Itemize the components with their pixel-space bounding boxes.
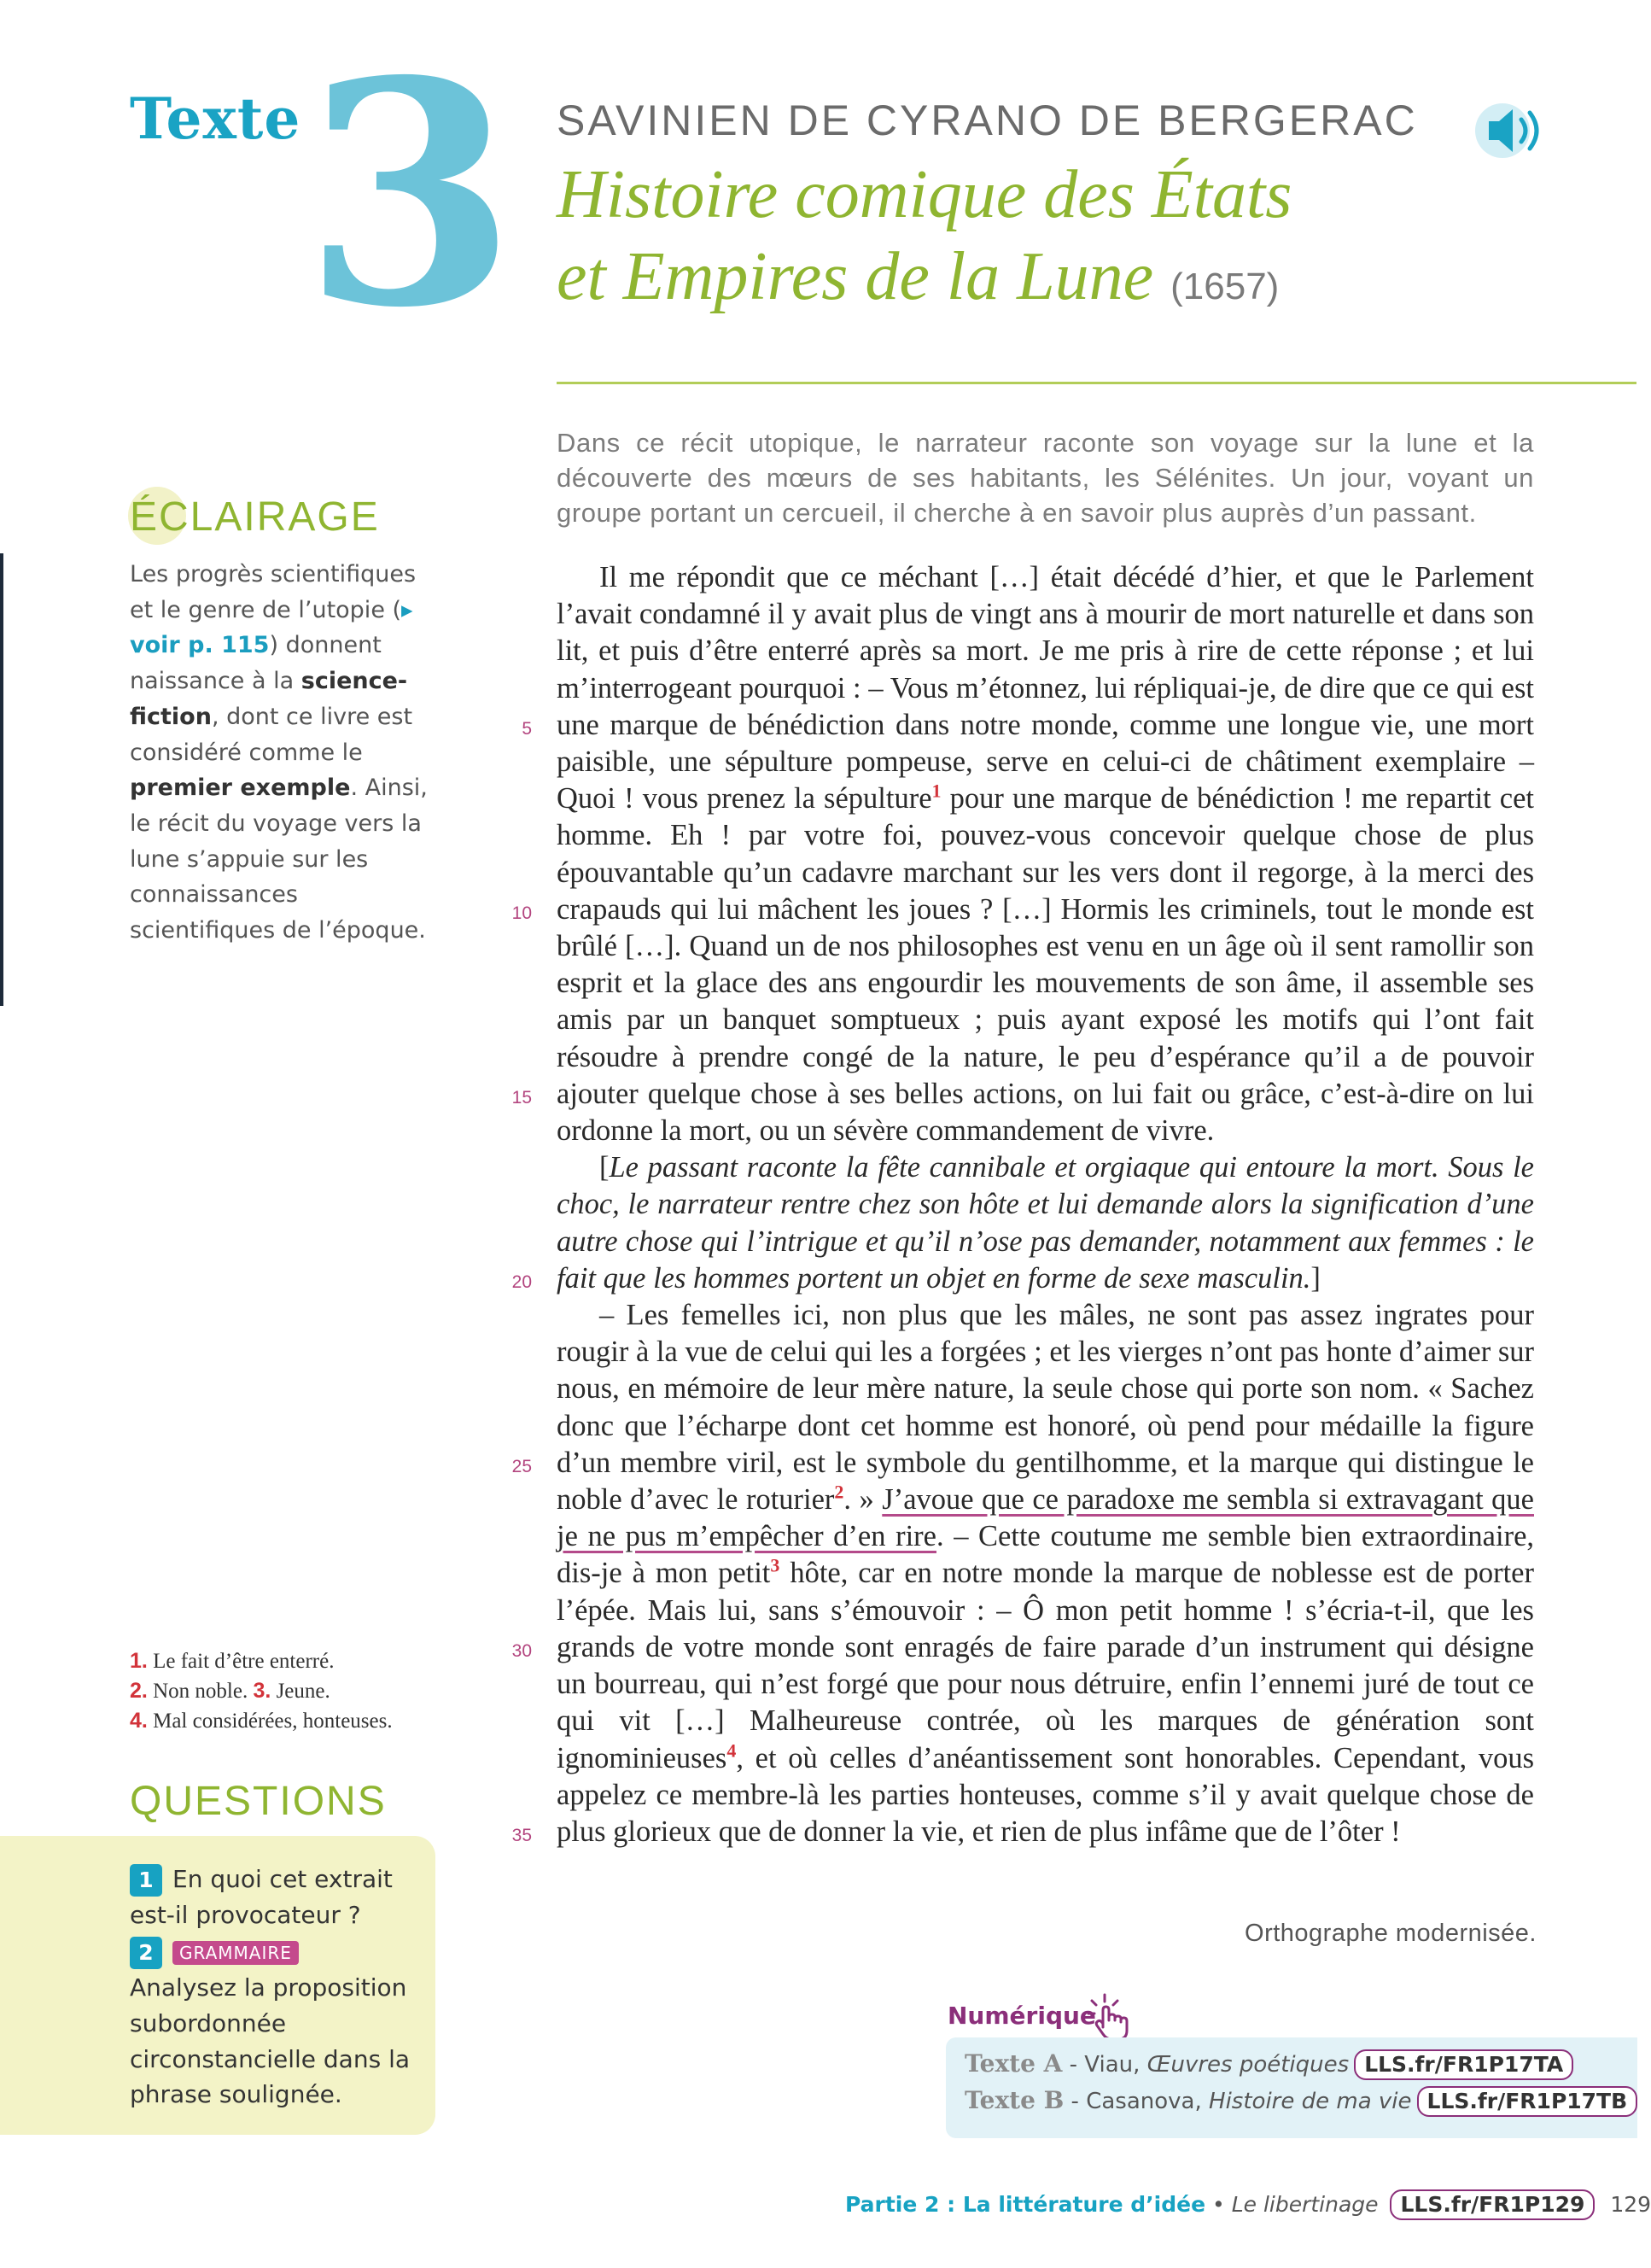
work-title <box>557 154 1496 328</box>
eclairage-title: ÉCLAIRAGE <box>130 494 380 540</box>
footnote-ref-2[interactable]: 2 <box>834 1481 844 1503</box>
eclairage-b1: science-fiction <box>130 668 408 730</box>
paragraph-2 <box>557 1149 1534 1297</box>
line-number: 25 <box>511 1457 532 1476</box>
audio-button[interactable] <box>1477 101 1552 161</box>
grammaire-tag: GRAMMAIRE <box>172 1941 299 1965</box>
eclairage-t3: , dont ce livre est considéré comme le <box>130 703 413 766</box>
question-1 <box>130 1862 411 1932</box>
eclairage-t1: Les progrès scientifiques et le genre de l’utopie ( <box>130 561 417 623</box>
p2-open-bracket: [ <box>599 1151 610 1184</box>
p3-part-b: . » <box>843 1483 883 1517</box>
paragraph-3 <box>557 1297 1534 1850</box>
p3-part-a: – Les femelles ici, non plus que les mâles, ne sont pas assez ingrates pour rougir à la vue de celui qui les a forgées ; et les vierges n’ont pas honte d’aimer sur nous, en mémoire de leur mère nature, la seule chose qui porte son nom. « Sachez donc que l’écharpe dont cet homme est honoré, où pend pour médaille la figure d’un membre viril, est le symbole du gentilhomme, et la marque qui distingue le noble d’avec le roturier <box>557 1299 1534 1517</box>
footnote-num: 1. <box>130 1649 148 1673</box>
texte-a-desc: - Viau, <box>1062 2052 1147 2078</box>
footer-part: Partie 2 : La littérature d’idée <box>845 2192 1206 2217</box>
texte-b-desc: - Casanova, <box>1064 2089 1210 2114</box>
page-footer <box>845 2189 1651 2220</box>
p3-part-e: , et où celles d’anéantissement sont honorables. Cependant, vous appelez ce membre-là les parties honteuses, comme s’il y avait quelque chose de plus glorieux que de donner la vie, et rien de plus infâme que de l’ôter ! <box>557 1741 1534 1848</box>
title-line-1: Histoire comique des États <box>557 157 1292 232</box>
texte-a-label: Texte A <box>965 2049 1063 2078</box>
footnote-text: Non noble. <box>147 1680 254 1703</box>
intro-text: Dans ce récit utopique, le narrateur raconte son voyage sur la lune et la découverte des mœurs de ses habitants, les Sélénites. Un jour, voyant un groupe portant un cercueil, il cherche à en savoir plus auprès d’un passant. <box>557 428 1534 528</box>
footnote-ref-1[interactable]: 1 <box>931 780 942 802</box>
line-number: 15 <box>511 1088 532 1108</box>
see-page-label: voir p. 115 <box>130 632 270 659</box>
numerique-row-a <box>965 2046 1637 2083</box>
p3-part-d: hôte, car en notre monde la marque de noblesse est de porter l’épée. Mais lui, sans s’émouvoir : – Ô mon petit homme ! s’écria-t-il, que les grands de votre monde sont enragés de faire parade d’un instrument qui désigne un bourreau, qui n’est forgé que pour nous détruire, enfin l’ennemi juré de tout ce qui vit […] Malheureuse contrée, où les marques de génération sont ignominieuses <box>557 1557 1534 1774</box>
p2-close-bracket: ] <box>1310 1261 1321 1295</box>
page-number: 129 <box>1610 2192 1651 2217</box>
footnote-2-3 <box>130 1676 429 1706</box>
eclairage-t4: . Ainsi, le récit du voyage vers la lune s’appuie sur les connaissances scientifiques de l’époque. <box>130 775 428 944</box>
footnote-num: 2. <box>130 1679 148 1703</box>
p3-part-c: . – Cette coutume me semble bien extraordinaire, dis-je à mon petit <box>557 1520 1535 1590</box>
footer-separator: • <box>1205 2192 1232 2217</box>
footer-section: Le libertinage <box>1231 2192 1379 2217</box>
p1-part-a: Il me répondit que ce méchant […] était décédé d’hier, et que le Parlement l’avait condamné il y avait plus de vingt ans à mourir de mort naturelle et dans son lit, et puis d’être enterré après sa mort. Je me pris à rire de cette réponse ; et lui m’interrogeant pourquoi : – Vous m’étonnez, lui répliquai-je, de dire que ce qui est une marque de bénédiction dans notre monde, comme une longue vie, une mort paisible, une sépulture pompeuse, serve en celui-ci de châtiment exemplaire – Quoi ! vous prenez la sépulture <box>557 561 1534 815</box>
question-2 <box>130 1934 411 2113</box>
footnotes <box>130 1646 429 1736</box>
footnote-num: 3. <box>253 1679 271 1703</box>
p2-summary: Le passant raconte la fête cannibale et orgiaque qui entoure la mort. Sous le choc, le narrateur rentre chez son hôte et lui demande alors la signification d’une autre chose qui l’intrigue et qu’il n’ose pas demander, notamment aux femmes : le fait que les hommes portent un objet en forme de sexe masculin. <box>557 1151 1534 1295</box>
paragraph-1 <box>557 559 1534 1149</box>
texte-b-label: Texte B <box>965 2086 1065 2114</box>
speaker-icon <box>1477 101 1552 161</box>
footnote-text: Le fait d’être enterré. <box>147 1650 335 1673</box>
footnote-text: Jeune. <box>271 1680 330 1703</box>
play-arrow-icon: ▸ <box>401 596 413 623</box>
footnote-num: 4. <box>130 1709 148 1733</box>
question-number-badge: 1 <box>130 1864 162 1897</box>
underlined-sentence: J’avoue que ce paradoxe me sembla si extravagant que je ne pus m’empêcher d’en rire <box>557 1483 1534 1553</box>
questions-title: QUESTIONS <box>130 1779 387 1824</box>
header-divider <box>557 382 1636 384</box>
footnote-4 <box>130 1706 429 1736</box>
touch-hand-icon <box>1084 1990 1139 2044</box>
numerique-row-b <box>965 2083 1637 2119</box>
line-number: 35 <box>511 1826 532 1845</box>
line-number: 30 <box>511 1641 532 1661</box>
texte-label: Texte <box>130 85 301 152</box>
question-number-badge: 2 <box>130 1937 162 1969</box>
texte-b-link[interactable]: LLS.fr/FR1P17TB <box>1417 2086 1638 2117</box>
eclairage-t2: ) donnent naissance à la <box>130 632 382 695</box>
line-number: 10 <box>511 903 532 923</box>
line-number: 5 <box>522 719 532 739</box>
footer-link[interactable]: LLS.fr/FR1P129 <box>1390 2189 1595 2220</box>
footnote-ref-4[interactable]: 4 <box>726 1739 737 1761</box>
main-text <box>557 559 1534 1850</box>
texte-a-link[interactable]: LLS.fr/FR1P17TA <box>1354 2049 1573 2080</box>
numerique-rows <box>946 2037 1637 2119</box>
texte-b-work: Histoire de ma vie <box>1209 2089 1412 2114</box>
texte-number: 3 <box>303 14 517 375</box>
title-line-2: et Empires de la Lune <box>557 239 1154 314</box>
question-2-text: Analysez la proposition subordonnée circonstancielle dans la phrase soulignée. <box>130 1973 411 2109</box>
footnote-text: Mal considérées, honteuses. <box>147 1710 393 1733</box>
orthography-credit: Orthographe modernisée. <box>1245 1920 1537 1947</box>
texte-a-work: Œuvres poétiques <box>1146 2052 1350 2078</box>
page-edge-strip <box>0 553 3 1006</box>
eclairage-text <box>130 557 429 949</box>
question-1-text: En quoi cet extrait est-il provocateur ? <box>130 1865 393 1929</box>
author-name: SAVINIEN DE CYRANO DE BERGERAC <box>557 96 1418 144</box>
footnote-ref-3[interactable]: 3 <box>770 1554 780 1576</box>
questions-content <box>130 1862 411 2113</box>
publication-date: (1657) <box>1170 266 1280 307</box>
numerique-box <box>946 2037 1637 2138</box>
eclairage-b2: premier exemple <box>130 775 351 802</box>
footnote-1 <box>130 1646 429 1676</box>
numerique-label: Numérique <box>948 2002 1096 2030</box>
p1-part-b: pour une marque de bénédiction ! me repartit cet homme. Eh ! par votre foi, pouvez-vous concevoir quelque chose de plus épouvantable qu’un cadavre marchant sur les vers dont il regorge, à la merci des crapauds qui lui mâchent les joues ? […] Hormis les criminels, tout le monde est brûlé […]. Quand un de nos philosophes est venu en un âge où il sent ramollir son esprit et la glace des ans engourdir les mouvements de son âme, il assemble ses amis par un banquet somptueux ; puis ayant exposé les motifs qui l’ont fait résoudre à prendre congé de la nature, le peu d’espérance qu’il a de pouvoir ajouter quelque chose à ses belles actions, on lui fait ou grâce, c’est-à-dire on lui ordonne la mort, ou un sévère commandement de vivre. <box>557 782 1534 1148</box>
line-number: 20 <box>511 1272 532 1292</box>
